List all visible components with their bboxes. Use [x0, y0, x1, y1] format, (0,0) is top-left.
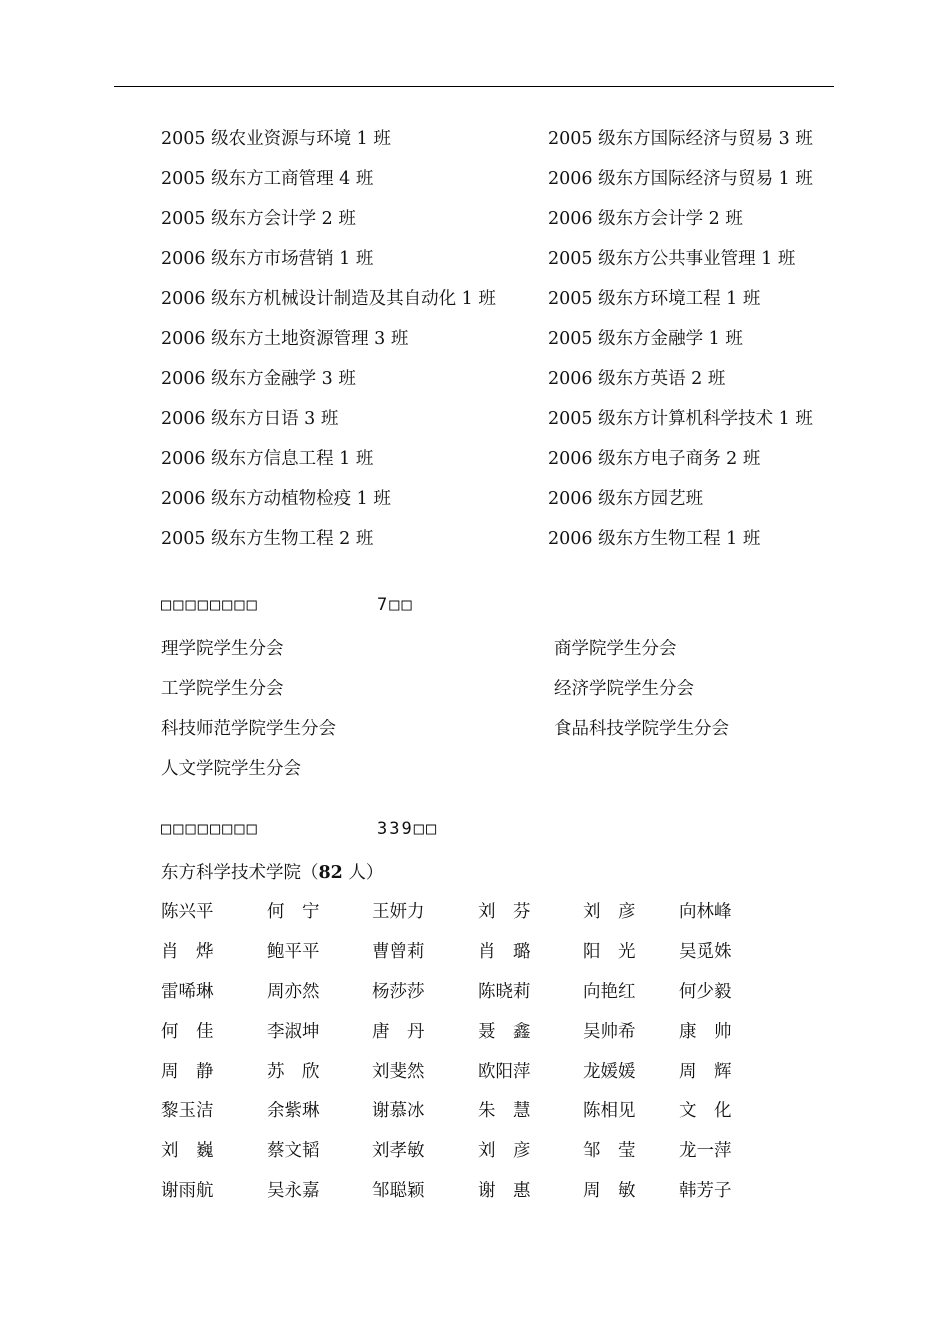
union-list [161, 630, 821, 790]
person-name: 向林峰 [679, 902, 732, 922]
person-name: 何 佳 [161, 1021, 214, 1042]
person-name: 文 化 [679, 1101, 732, 1122]
union-item: 理学院学生分会 [161, 639, 284, 659]
person-name: 谢雨航 [161, 1181, 214, 1202]
person-name: 杨莎莎 [372, 981, 425, 1002]
person-name: 陈相见 [583, 1101, 636, 1122]
class-item: 2005 级东方生物工程 2 班 [161, 529, 374, 549]
class-item: 2005 级东方工商管理 4 班 [161, 169, 374, 189]
person-name: 肖 烨 [161, 941, 214, 962]
class-item: 2006 级东方市场营销 1 班 [161, 249, 374, 269]
person-name: 李淑坤 [267, 1021, 320, 1042]
class-list [161, 120, 841, 560]
person-name: 周 辉 [679, 1061, 732, 1082]
person-name: 苏 欣 [267, 1061, 320, 1082]
class-item: 2006 级东方生物工程 1 班 [548, 529, 761, 549]
person-name: 周亦然 [267, 981, 320, 1002]
person-name: 吴觅姝 [679, 941, 732, 962]
person-name: 谢 惠 [478, 1181, 531, 1202]
union-item: 经济学院学生分会 [554, 679, 694, 699]
class-item: 2006 级东方金融学 3 班 [161, 369, 356, 389]
person-name: 龙一萍 [679, 1141, 732, 1162]
person-name: 鲍平平 [267, 941, 320, 962]
person-name: 康 帅 [679, 1021, 732, 1042]
class-item: 2006 级东方国际经济与贸易 1 班 [548, 169, 813, 189]
person-name: 唐 丹 [372, 1021, 425, 1042]
person-name: 何 宁 [267, 902, 320, 922]
class-item: 2005 级东方环境工程 1 班 [548, 289, 761, 309]
class-item: 2005 级东方金融学 1 班 [548, 329, 743, 349]
class-item: 2005 级东方计算机科学技术 1 班 [548, 409, 813, 429]
college-name: 东方科学技术学院（ [161, 863, 319, 883]
class-item: 2006 级东方日语 3 班 [161, 409, 339, 429]
class-item: 2006 级东方机械设计制造及其自动化 1 班 [161, 289, 496, 309]
person-name: 邹 莹 [583, 1141, 636, 1162]
class-item: 2006 级东方电子商务 2 班 [548, 449, 761, 469]
person-name: 刘孝敏 [372, 1141, 425, 1162]
person-name: 陈晓莉 [478, 981, 531, 1002]
union-item: 食品科技学院学生分会 [554, 719, 729, 739]
union-item: 人文学院学生分会 [161, 759, 301, 779]
class-item: 2006 级东方英语 2 班 [548, 369, 726, 389]
union-item: 工学院学生分会 [161, 679, 284, 699]
union-item: 商学院学生分会 [554, 639, 677, 659]
person-name: 周 敏 [583, 1181, 636, 1202]
person-name: 刘斐然 [372, 1061, 425, 1082]
person-name: 雷唏琳 [161, 981, 214, 1002]
class-item: 2006 级东方信息工程 1 班 [161, 449, 374, 469]
heading-count: 339□□ [377, 819, 439, 839]
person-name: 肖 璐 [478, 941, 531, 962]
class-item: 2005 级东方公共事业管理 1 班 [548, 249, 796, 269]
class-item: 2005 级东方国际经济与贸易 3 班 [548, 129, 813, 149]
person-name: 聂 鑫 [478, 1021, 531, 1042]
class-item: 2006 级东方动植物检疫 1 班 [161, 489, 391, 509]
person-name: 陈兴平 [161, 902, 214, 922]
person-name: 向艳红 [583, 981, 636, 1002]
section-heading-individuals [161, 816, 439, 842]
heading-count: 7□□ [377, 595, 414, 615]
person-name: 阳 光 [583, 941, 636, 962]
person-name: 欧阳萍 [478, 1061, 531, 1082]
person-name: 吴帅希 [583, 1021, 636, 1042]
college-count: 82 [318, 863, 343, 883]
person-name: 刘 彦 [478, 1141, 531, 1162]
header-rule [114, 86, 834, 87]
person-name: 曹曾莉 [372, 941, 425, 962]
person-name: 邹聪颖 [372, 1181, 425, 1202]
class-item: 2005 级农业资源与环境 1 班 [161, 129, 391, 149]
person-name: 朱 慧 [478, 1101, 531, 1122]
class-item: 2006 级东方土地资源管理 3 班 [161, 329, 409, 349]
person-name: 黎玉洁 [161, 1101, 214, 1122]
person-name: 谢慕冰 [372, 1101, 425, 1122]
person-name: 龙媛媛 [583, 1061, 636, 1082]
person-name: 蔡文韬 [267, 1141, 320, 1162]
person-name: 王妍力 [372, 902, 425, 922]
class-item: 2006 级东方园艺班 [548, 489, 704, 509]
name-list [161, 893, 801, 1212]
heading-garbled-text: □□□□□□□□ [161, 595, 259, 615]
person-name: 吴永嘉 [267, 1181, 320, 1202]
class-item: 2006 级东方会计学 2 班 [548, 209, 743, 229]
heading-garbled-text: □□□□□□□□ [161, 819, 259, 839]
person-name: 周 静 [161, 1061, 214, 1082]
person-name: 余紫琳 [267, 1101, 320, 1122]
person-name: 刘 彦 [583, 902, 636, 922]
union-item: 科技师范学院学生分会 [161, 719, 336, 739]
college-suffix: 人） [342, 863, 384, 883]
section-heading-unions [161, 592, 414, 618]
college-subheading [161, 856, 383, 890]
person-name: 刘 巍 [161, 1141, 214, 1162]
person-name: 韩芳子 [679, 1181, 732, 1202]
person-name: 刘 芬 [478, 902, 531, 922]
class-item: 2005 级东方会计学 2 班 [161, 209, 356, 229]
person-name: 何少毅 [679, 981, 732, 1002]
